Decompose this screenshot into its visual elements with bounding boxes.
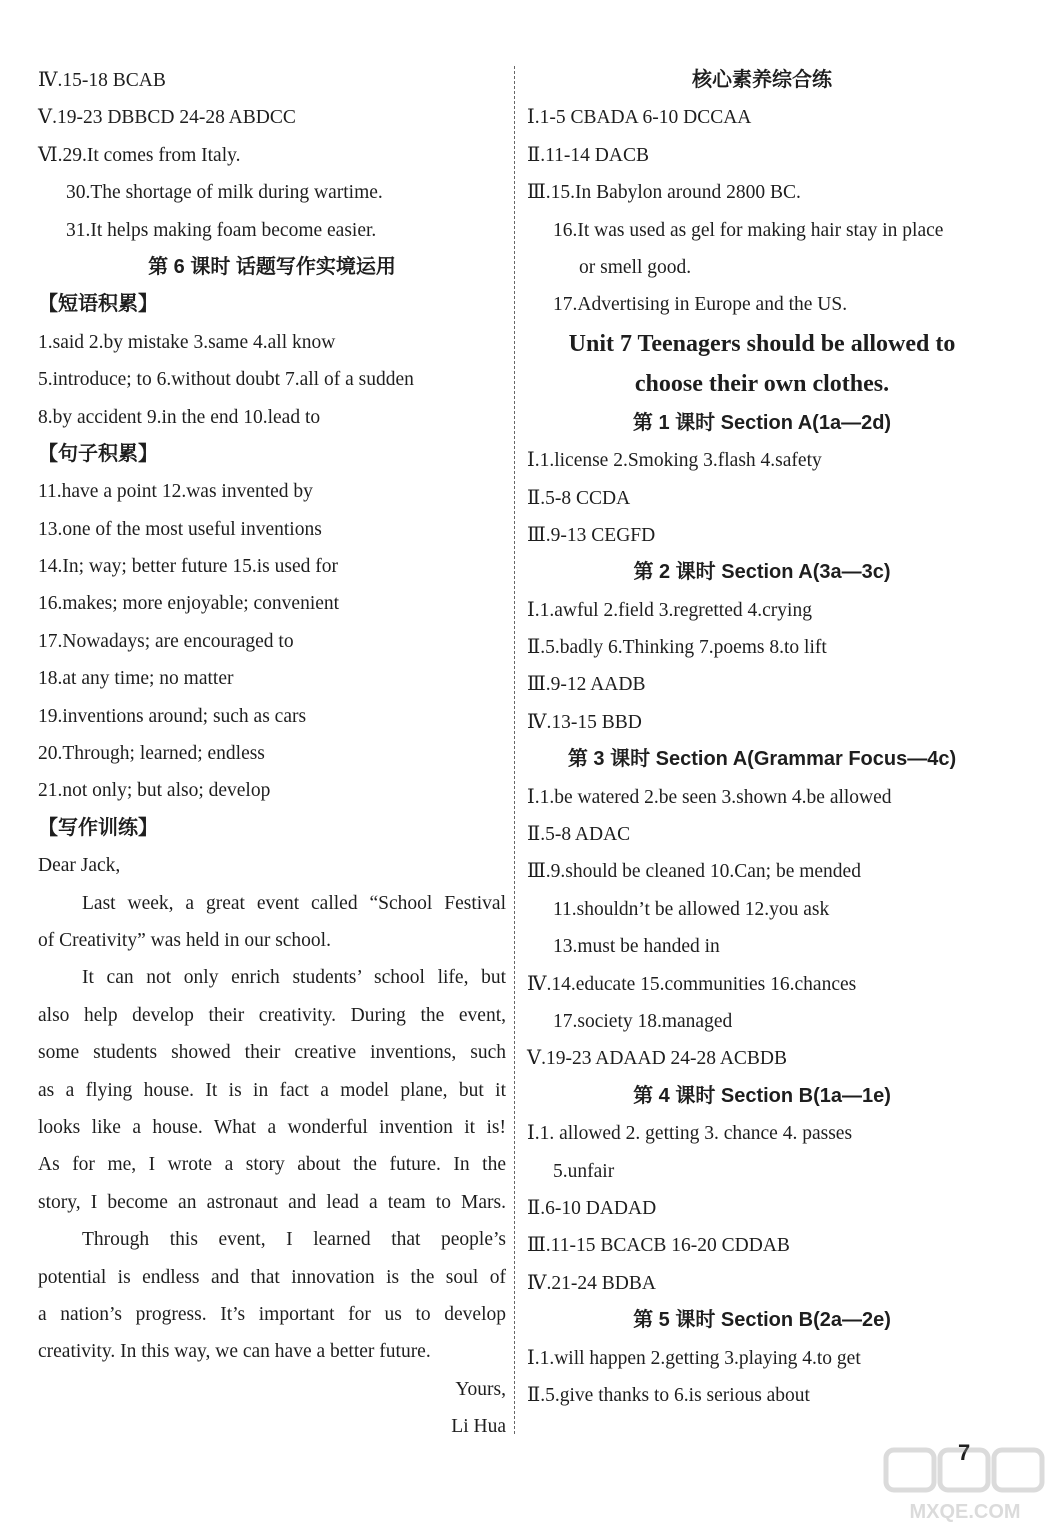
svg-text:MXQE.COM: MXQE.COM xyxy=(909,1501,1021,1523)
answer-line: 16.makes; more enjoyable; convenient xyxy=(38,593,340,615)
answer-line: 11.have a point 12.was invented by xyxy=(38,481,313,503)
answer-line: 21.not only; but also; develop xyxy=(38,780,271,802)
answer-line: 19.inventions around; such as cars xyxy=(38,705,307,727)
answer-line: Ⅳ.15-18 BCAB xyxy=(38,70,166,91)
answer-line: Ⅲ.9-13 CEGFD xyxy=(527,524,656,546)
letter-signature: Li Hua xyxy=(451,1416,506,1438)
answer-line: 14.In; way; better future 15.is used for xyxy=(38,556,339,578)
letter-greeting: Dear Jack, xyxy=(38,855,121,877)
answer-line: Ⅰ.1-5 CBADA 6-10 DCCAA xyxy=(527,107,752,129)
letter-line: a nation’s progress. It’s important for us to develop xyxy=(38,1303,506,1325)
section-title: 第 4 课时 Section B(1a—1e) xyxy=(633,1084,891,1107)
letter-line: creativity. In this way, we can have a better future. xyxy=(38,1341,431,1363)
answer-line: Ⅱ.11-14 DACB xyxy=(527,144,649,166)
page-number: 7 xyxy=(958,1440,971,1465)
lesson-6-title: 第 6 课时 话题写作实境运用 xyxy=(148,255,396,278)
answer-line: 17.society 18.managed xyxy=(553,1010,733,1032)
answer-line: Ⅰ.1. allowed 2. getting 3. chance 4. passes xyxy=(527,1123,853,1145)
letter-line: looks like a house. What a wonderful invention it is! xyxy=(38,1116,506,1138)
section-title: 第 1 课时 Section A(1a—2d) xyxy=(632,411,892,434)
answer-line: Ⅱ.5-8 CCDA xyxy=(527,487,631,509)
phrases-heading: 【短语积累】 xyxy=(38,293,158,316)
sentences-heading: 【句子积累】 xyxy=(38,442,158,465)
answer-line: 5.unfair xyxy=(553,1160,615,1182)
column-divider xyxy=(514,66,515,1434)
answer-line: Ⅲ.9.should be cleaned 10.Can; be mended xyxy=(527,861,861,883)
letter-closing: Yours, xyxy=(455,1378,506,1400)
answer-line: 31.It helps making foam become easier. xyxy=(66,219,377,241)
letter-line: potential is endless and that innovation is the soul of xyxy=(38,1266,506,1288)
answer-line: Ⅱ.6-10 DADAD xyxy=(527,1197,657,1219)
answer-line: 5.introduce; to 6.without doubt 7.all of a sudden xyxy=(38,369,414,391)
answer-line: 1.said 2.by mistake 3.same 4.all know xyxy=(38,331,336,353)
letter-line: also help develop their creativity. During the event, xyxy=(38,1004,506,1026)
letter-line: of Creativity” was held in our school. xyxy=(38,929,331,951)
section-title: 第 2 课时 Section A(3a—3c) xyxy=(633,561,891,584)
unit-7-title-line1: Unit 7 Teenagers should be allowed to xyxy=(568,330,956,357)
letter-line: Through this event, I learned that people’s xyxy=(82,1229,506,1251)
letter-line: story, I become an astronaut and lead a team to Mars. xyxy=(38,1191,506,1213)
left-column xyxy=(38,62,506,1445)
letter-line: as a flying house. It is in fact a model plane, but it xyxy=(38,1079,506,1101)
answer-line: 20.Through; learned; endless xyxy=(38,743,265,765)
answer-line: Ⅰ.1.license 2.Smoking 3.flash 4.safety xyxy=(527,450,822,472)
answer-line: Ⅰ.1.be watered 2.be seen 3.shown 4.be allowed xyxy=(527,786,892,808)
answer-line: 16.It was used as gel for making hair stay in place xyxy=(553,219,944,241)
answer-line: 13.must be handed in xyxy=(553,936,720,958)
answer-line: Ⅳ.14.educate 15.communities 16.chances xyxy=(527,973,857,995)
answer-line: Ⅲ.9-12 AADB xyxy=(527,674,646,696)
answer-line: 30.The shortage of milk during wartime. xyxy=(66,182,383,204)
answer-line: 8.by accident 9.in the end 10.lead to xyxy=(38,406,321,428)
unit-7-title-line2: choose their own clothes. xyxy=(634,371,890,398)
writing-heading: 【写作训练】 xyxy=(38,816,158,839)
answer-line: 13.one of the most useful inventions xyxy=(38,518,322,540)
answer-line: Ⅰ.1.will happen 2.getting 3.playing 4.to get xyxy=(527,1347,861,1369)
answer-line: Ⅴ.19-23 ADAAD 24-28 ACBDB xyxy=(527,1048,788,1070)
watermark-logo-icon xyxy=(880,1442,1050,1526)
letter-line: As for me, I wrote a story about the future. In the xyxy=(38,1154,506,1176)
answer-line: 18.at any time; no matter xyxy=(38,668,234,690)
answer-line: Ⅲ.15.In Babylon around 2800 BC. xyxy=(527,182,801,204)
answer-line: Ⅳ.13-15 BBD xyxy=(527,711,642,733)
answer-line: 17.Nowadays; are encouraged to xyxy=(38,630,294,652)
answer-line: or smell good. xyxy=(579,256,692,278)
answer-line: Ⅱ.5.give thanks to 6.is serious about xyxy=(527,1384,810,1406)
answer-line: 17.Advertising in Europe and the US. xyxy=(553,294,848,316)
answer-line: Ⅱ.5.badly 6.Thinking 7.poems 8.to lift xyxy=(527,637,827,659)
core-practice-title: 核心素养综合练 xyxy=(692,69,832,91)
section-title: 第 3 课时 Section A(Grammar Focus—4c) xyxy=(567,748,957,771)
answer-line: Ⅱ.5-8 ADAC xyxy=(527,824,631,846)
letter-line: Last week, a great event called “School Festival xyxy=(82,892,506,914)
answer-line: Ⅴ.19-23 DBBCD 24-28 ABDCC xyxy=(38,107,296,129)
letter-line: some students showed their creative inventions, such xyxy=(38,1042,506,1064)
answer-line: Ⅲ.11-15 BCACB 16-20 CDDAB xyxy=(527,1235,790,1257)
right-column xyxy=(527,62,997,1414)
letter-line: It can not only enrich students’ school life, but xyxy=(82,967,506,989)
answer-line: Ⅰ.1.awful 2.field 3.regretted 4.crying xyxy=(527,599,812,621)
section-title: 第 5 课时 Section B(2a—2e) xyxy=(633,1309,891,1332)
answer-line: Ⅵ.29.It comes from Italy. xyxy=(38,144,241,166)
answer-line: Ⅳ.21-24 BDBA xyxy=(527,1272,656,1294)
answer-line: 11.shouldn’t be allowed 12.you ask xyxy=(553,898,830,920)
